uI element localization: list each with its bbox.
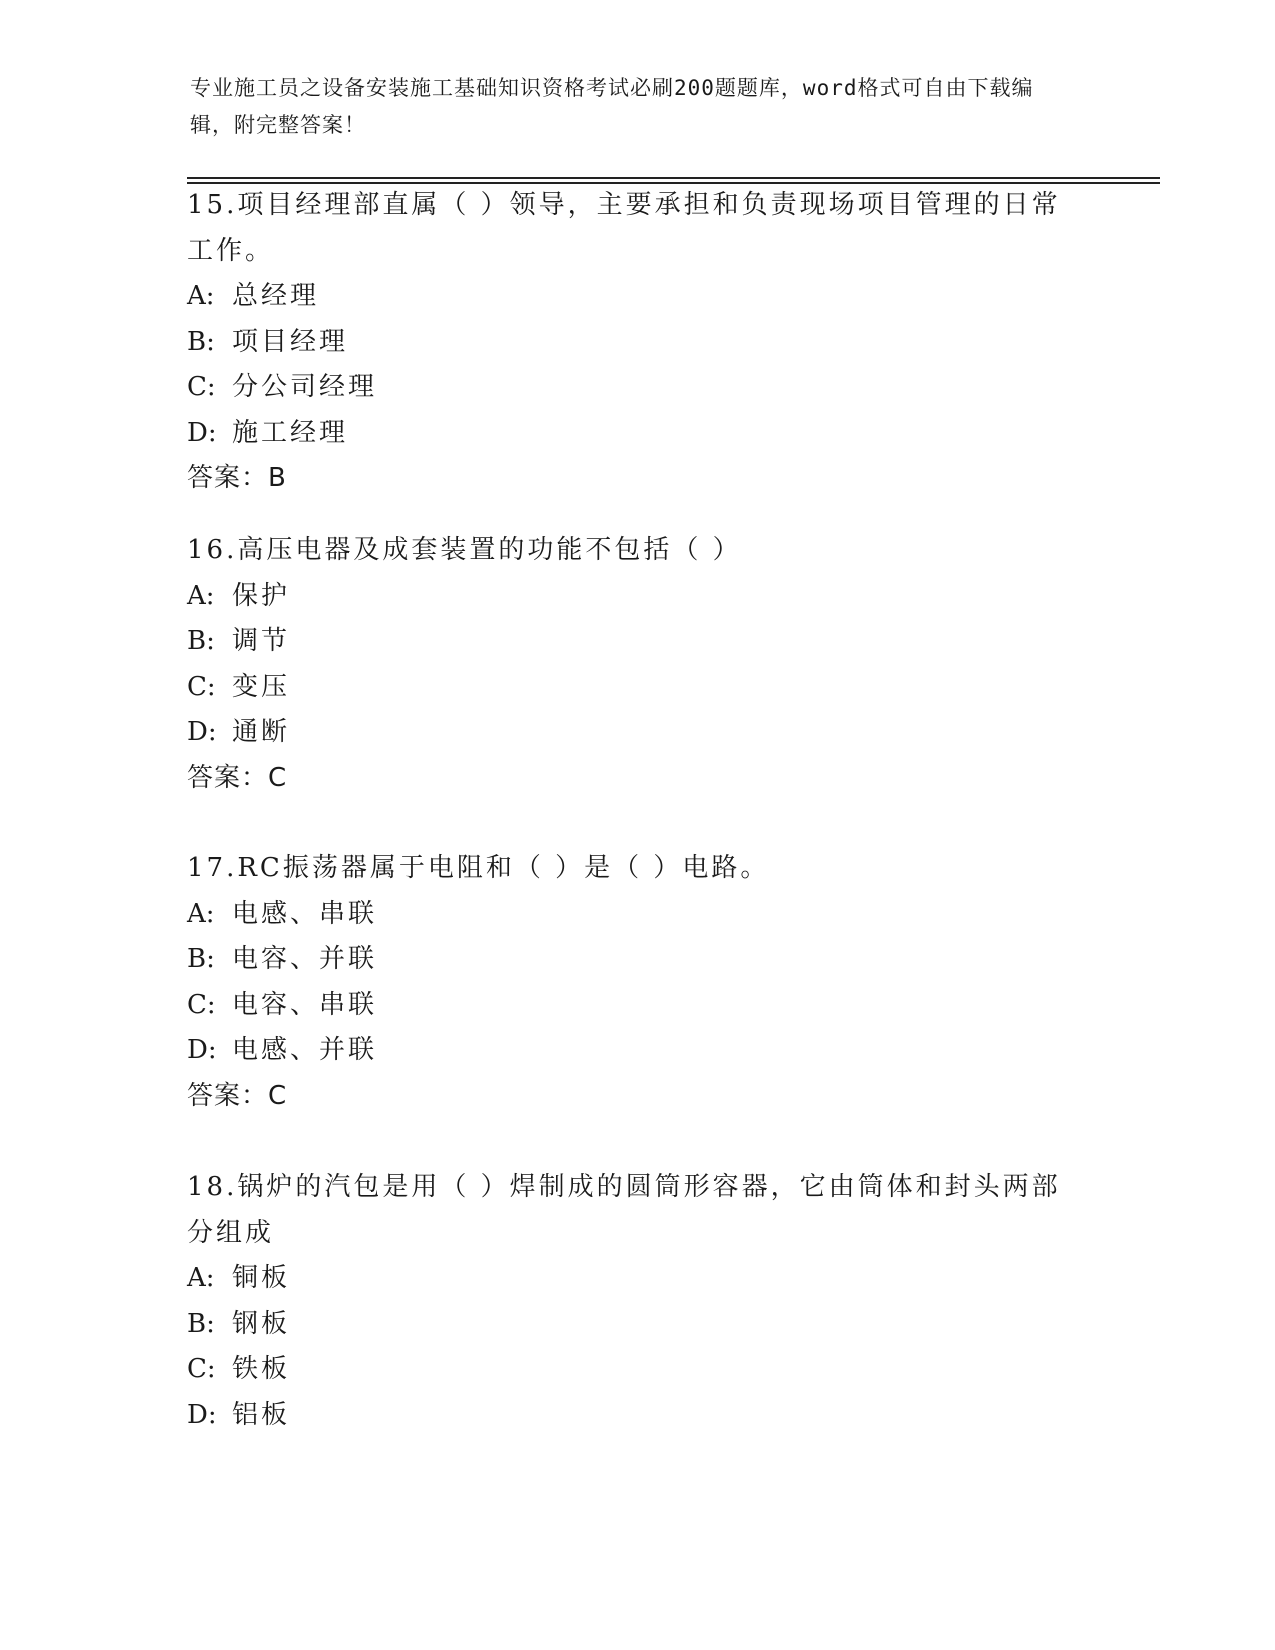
option-a (187, 274, 1067, 320)
answer: 答案：C (187, 1080, 288, 1111)
option-text: 电感、串联 (232, 898, 378, 929)
question-stem: 18.锅炉的汽包是用（ ）焊制成的圆筒形容器，它由筒体和封头两部分组成 (187, 1172, 1061, 1248)
option-d (187, 1028, 1067, 1074)
option-text: 钢板 (232, 1308, 291, 1339)
question-stem: 15.项目经理部直属（ ）领导，主要承担和负责现场项目管理的日常工作。 (187, 190, 1061, 266)
option-label: C: (187, 989, 216, 1020)
option-label: D: (187, 1399, 217, 1430)
option-c (187, 1347, 1067, 1393)
option-label: C: (187, 671, 216, 702)
option-label: B: (187, 1308, 215, 1339)
option-text: 保护 (232, 580, 291, 611)
option-c (187, 365, 1067, 411)
option-text: 变压 (232, 671, 291, 702)
option-b (187, 320, 1067, 366)
question-17 (187, 846, 1067, 1119)
question-15 (187, 182, 1067, 502)
option-text: 总经理 (232, 281, 320, 311)
option-b (187, 619, 1067, 665)
option-label: D: (187, 1035, 217, 1065)
option-label: C: (187, 1354, 216, 1384)
option-a (187, 892, 1067, 938)
option-label: A: (187, 898, 215, 929)
question-stem: 16.高压电器及成套装置的功能不包括（ ） (187, 535, 742, 565)
option-label: A: (187, 1263, 215, 1293)
option-label: D: (187, 717, 217, 747)
option-text: 分公司经理 (232, 372, 378, 402)
option-d (187, 411, 1067, 457)
option-b (187, 1302, 1067, 1348)
option-label: A: (187, 580, 215, 611)
option-label: B: (187, 326, 215, 357)
option-c (187, 983, 1067, 1029)
question-stem: 17.RC振荡器属于电阻和（ ）是（ ）电路。 (187, 853, 770, 883)
option-a (187, 1256, 1067, 1302)
header-divider-top (187, 177, 1160, 179)
option-text: 铜板 (232, 1263, 291, 1293)
option-label: B: (187, 626, 215, 656)
answer: 答案：B (187, 463, 287, 493)
option-text: 铝板 (232, 1399, 291, 1430)
option-a (187, 574, 1067, 620)
option-label: C: (187, 372, 216, 402)
option-text: 电容、串联 (232, 989, 378, 1020)
option-d (187, 710, 1067, 756)
option-d (187, 1393, 1067, 1439)
option-text: 铁板 (232, 1354, 291, 1384)
option-b (187, 937, 1067, 983)
option-text: 项目经理 (232, 326, 349, 357)
document-header: 专业施工员之设备安装施工基础知识资格考试必刷200题题库，word格式可自由下载编辑，附完整答案！ (190, 76, 1034, 137)
option-c (187, 665, 1067, 711)
option-label: A: (187, 281, 215, 311)
option-text: 通断 (232, 717, 291, 747)
option-text: 电容、并联 (232, 944, 378, 974)
option-label: B: (187, 944, 215, 974)
option-text: 调节 (232, 626, 291, 656)
option-label: D: (187, 417, 217, 448)
option-text: 施工经理 (232, 417, 349, 448)
option-text: 电感、并联 (232, 1035, 378, 1065)
answer: 答案：C (187, 762, 288, 793)
question-18 (187, 1164, 1067, 1438)
question-16 (187, 528, 1067, 801)
